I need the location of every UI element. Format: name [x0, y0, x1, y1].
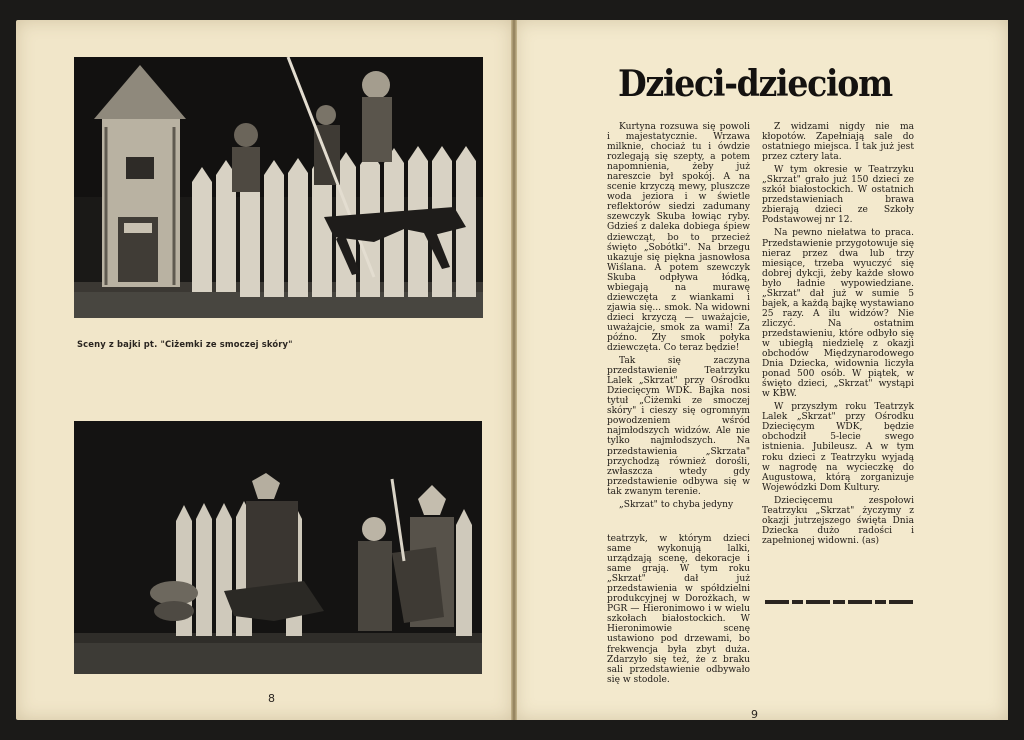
article-paragraph: „Skrzat" to chyba jedyny [619, 499, 734, 510]
article-column-1-bottom [607, 534, 750, 685]
article-column-1-top [607, 122, 750, 510]
article-column-2 [762, 122, 914, 546]
puppet-scene-photo-castle [74, 57, 483, 318]
article-end-rule [765, 598, 913, 605]
book-gutter [511, 20, 517, 720]
article-paragraph: Z widzami nigdy nie ma kłopotów. Zapełniają sale do ostatniego miejsca. I tak już jest przez cztery lata. [762, 122, 914, 163]
puppet-scene-photo-knights [74, 421, 482, 674]
article-paragraph: Tak się zaczyna przedstawienie Teatrzyku Lalek „Skrzat" przy Ośrodku Dziecięcym WDK. Bajka nosi tytuł „Ciżemki ze smoczej skóry" i cieszy się ogromnym powodzeniem wśród najmłodszych widzów. Ale nie tylko najmłodszych. Na przedstawienia „Skrzata" przychodzą również dorośli, zwłaszcza wtedy gdy przedstawienie odbywa się w tak zwanym terenie. [607, 356, 750, 497]
article-title: Dzieci-dzieciom [618, 63, 892, 105]
page-number-left: 8 [268, 692, 275, 705]
photo-caption: Sceny z bajki pt. "Ciżemki ze smoczej skóry" [77, 339, 293, 349]
article-paragraph: Dziecięcemu zespołowi Teatrzyku „Skrzat" życzymy z okazji jutrzejszego święta Dnia Dziecka dużo radości i zapełnionej widowni. (as) [762, 495, 914, 546]
article-paragraph: Na pewno niełatwa to praca. Przedstawienie przygotowuje się nieraz przez dwa lub trzy miesiące, trzeba wyuczyć się dobrej dykcji, żeby każde słowo było ładnie wypowiedziane. „Skrzat" dał już w sumie 5 bajek, a każdą bajkę wystawiano 25 razy. A ilu widzów? Nie zliczyć. Na ostatnim przedstawieniu, które odbyło się w ubiegłą niedzielę z okazji obchodów Międzynarodowego Dnia Dziecka, widownia liczyła ponad 500 osób. W piątek, w święto dzieci, „Skrzat" wystąpi w KBW. [762, 228, 914, 400]
article-paragraph: W tym okresie w Teatrzyku „Skrzat" grało już 150 dzieci ze szkół białostockich. W ostatnich przedstawieniach brawa zbierają dzieci ze Szkoły Podstawowej nr 12. [762, 165, 914, 226]
article-paragraph: teatrzyk, w którym dzieci same wykonują lalki, urządzają scenę, dekoracje i same grają. W tym roku „Skrzat" dał już przedstawienia w spółdzielni produkcyjnej w Dorożkach, w PGR — Hieronimowo i w wielu szkołach białostockich. W Hieronimowie scenę ustawiono pod drzewami, bo frekwencja była zbyt duża. Zdarzyło się też, że z braku sali przedstawienie odbywało się w stodole. [607, 534, 750, 685]
page-number-right: 9 [751, 708, 758, 721]
article-paragraph: Kurtyna rozsuwa się powoli i majestatycznie. Wrzawa milknie, chociaż tu i ówdzie rozlegają się szepty, a potem napomnienia, żeby już nareszcie był spokój. A na scenie krzyczą mewy, pluszcze woda jeziora i w świetle reflektorów siedzi zadumany szewczyk Skuba łowiąc ryby. Gdzieś z daleka dobiega śpiew dziewcząt, bo to przecież święto „Sobótki". Na brzegu ukazuje się piękna jasnowłosa Wiślana. A potem szewczyk Skuba odpływa łódką, wbiegają na murawę dziewczęta z wiankami i zjawia się... smok. Na widowni dzieci krzyczą — uważajcie, uważajcie, smok za wami! Za późno. Zły smok połyka dziewczęta. Co teraz będzie! [607, 122, 750, 354]
article-paragraph: W przyszłym roku Teatrzyk Lalek „Skrzat" przy Ośrodku Dziecięcym WDK, będzie obchodził 5-lecie swego istnienia. Jubileusz. A w tym roku dzieci z Teatrzyku wyjadą w nagrodę na wycieczkę do Augustowa, którą zorganizuje Wojewódzki Dom Kultury. [762, 402, 914, 493]
